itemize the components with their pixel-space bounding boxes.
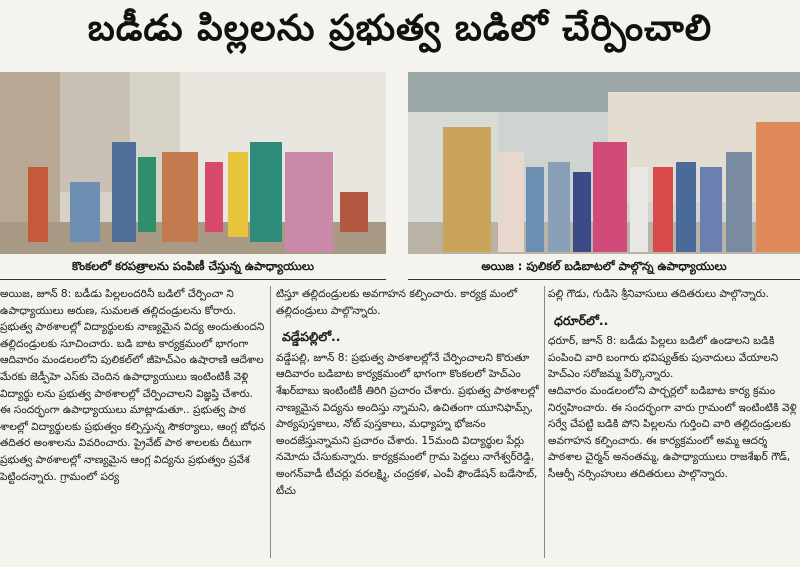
photo-teachers-with-children xyxy=(408,72,800,254)
article-column-2 xyxy=(276,286,540,558)
paragraph: వడ్డేపల్లి, జూన్ 8: ప్రభుత్వ పాఠశాలల్లోనే చేర్పించాలని కొరుతూ ఆదివారం బడిబాట కార్యక్రమంలో భాగంగా కొంకలలో హెచ్‌ఎం శేఖర్‌బాబు ఇంటింటికీ తిరిగి ప్రచారం చేశారు. ప్రభుత్వ పాఠశాలల్లో నాణ్యమైన విద్యను అందిస్తు న్నామని, ఉచితంగా యూనిఫామ్స్, పాఠ్యపుస్తకాలు, నోట్ పుస్తకాలు, మధ్యాహ్న భోజనం అందజేస్తున్నామని ప్రచారం చేశారు. 15మంది విద్యార్థుల పేర్లు నమోదు చేసుకున్నారు. కార్యక్రమంలో గ్రామ పెద్దలు నాగేశ్వర్‌రెడ్డి, అంగన్‌వాడీ టీచర్లు వరలక్ష్మి, చంద్రకళ, ఎంవీ ఫౌండేషన్ బడేసాబ్, టీచు xyxy=(276,351,539,497)
column-divider xyxy=(544,286,545,558)
photo-caption-right: అయిజ : పులికల్ బడిబాటలో పాల్గొన్న ఉపాధ్యాయులు xyxy=(408,259,800,280)
section-subhead-dharur: ధరూర్‌లో.. xyxy=(554,312,609,328)
article-column-1 xyxy=(0,286,266,558)
section-subhead-vaddepalli: వడ్డేపల్లిలో.. xyxy=(282,329,341,345)
paragraph: పల్లి గౌడు, గుడిసె శ్రీనివాసులు తదితరులు పాల్గొన్నారు. xyxy=(548,288,769,300)
article-column-3 xyxy=(548,286,800,558)
paragraph: అయిజ, జూన్ 8: బడీడు పిల్లలందరినీ బడిలో చేర్పించా ని ఉపాధ్యాయులు అరుణ, సుమలత తల్లిదండ్రులను కోరారు. ప్రభుత్వ పాఠశాలల్లో విద్యార్థులకు నాణ్యమైన విద్య అందుతుందని తల్లిదండ్రులకు సూచించారు. బడి బాట కార్యక్రమంలో భాగంగా ఆదివారం మండలంలోని పులికల్‌లో జీహెచ్‌ఎం ఉషారాణి ఆదేశాల మేరకు జెడ్పీహె ఎస్‌కు చెందిన ఉపాధ్యాయులు ఇంటింటికీ వెళ్లి విద్యార్థు లను ప్రభుత్వ పాఠశాలల్లో చేర్పించాలని విజ్ఞప్తి చేశారు. ఈ సందర్భంగా ఉపాధ్యాయులు మాట్లాడుతూ.. ప్రభుత్వ పాఠ శాలల్లో విద్యార్థులకు ప్రభుత్వం కల్పిస్తున్న సౌకర్యాలు, ఆంగ్ల బోధన తదితర అంశాలను వివరించారు. ప్రైవేట్ పాఠ శాలలకు దీటుగా ప్రభుత్వ పాఠశాలల్లో నాణ్యమైన ఆంగ్ల విద్యను ప్రభుత్వం ప్రవేశ పెట్టిందన్నారు. గ్రామంలో పర్య xyxy=(0,288,266,483)
paragraph: టిస్తూ తల్లిదండ్రులకు అవగాహన కల్పించారు. కార్యక్ర మంలో తల్లిదండ్రులు పాల్గొన్నారు. xyxy=(276,288,518,317)
column-divider xyxy=(270,286,271,558)
paragraph: ఆదివారం మండలంలోని పార్చర్లలో బడిబాట కార్య క్రమం నిర్వహించారు. ఈ సందర్భంగా వారు గ్రామంలో ఇంటింటికి వెళ్లి సర్వే చేపట్టి బడికి పోని పిల్లలను గుర్తించి వారి తల్లిదండ్రులకు అవగాహన కల్పించారు. ఈ కార్యక్రమంలో అమ్మ ఆదర్శ పాఠశాల చైర్మన్ అనంతమ్మ, ఉపాధ్యాయులు రాజశేఖర్ గౌడ్, సీఆర్పీ నర్సింహులు తదితరులు పాల్గొన్నారు. xyxy=(548,384,797,480)
photo-teachers-distributing-pamphlets xyxy=(0,72,386,254)
headline: బడీడు పిల్లలను ప్రభుత్వ బడిలో చేర్పించాలి xyxy=(87,8,713,49)
photo-caption-left: కొంకలలో కరపత్రాలను పంపిణీ చేస్తున్న ఉపాధ్యాయులు xyxy=(0,259,386,280)
paragraph: ధరూర్, జూన్ 8: బడీడు పిల్లలు బడిలో ఉండాలని బడికి పంపించి వారి బంగారు భవిష్యత్‌కు పునాదులు వేయాలని హెచ్‌ఎం సరోజమ్మ పేర్కొన్నారు. xyxy=(548,335,779,381)
